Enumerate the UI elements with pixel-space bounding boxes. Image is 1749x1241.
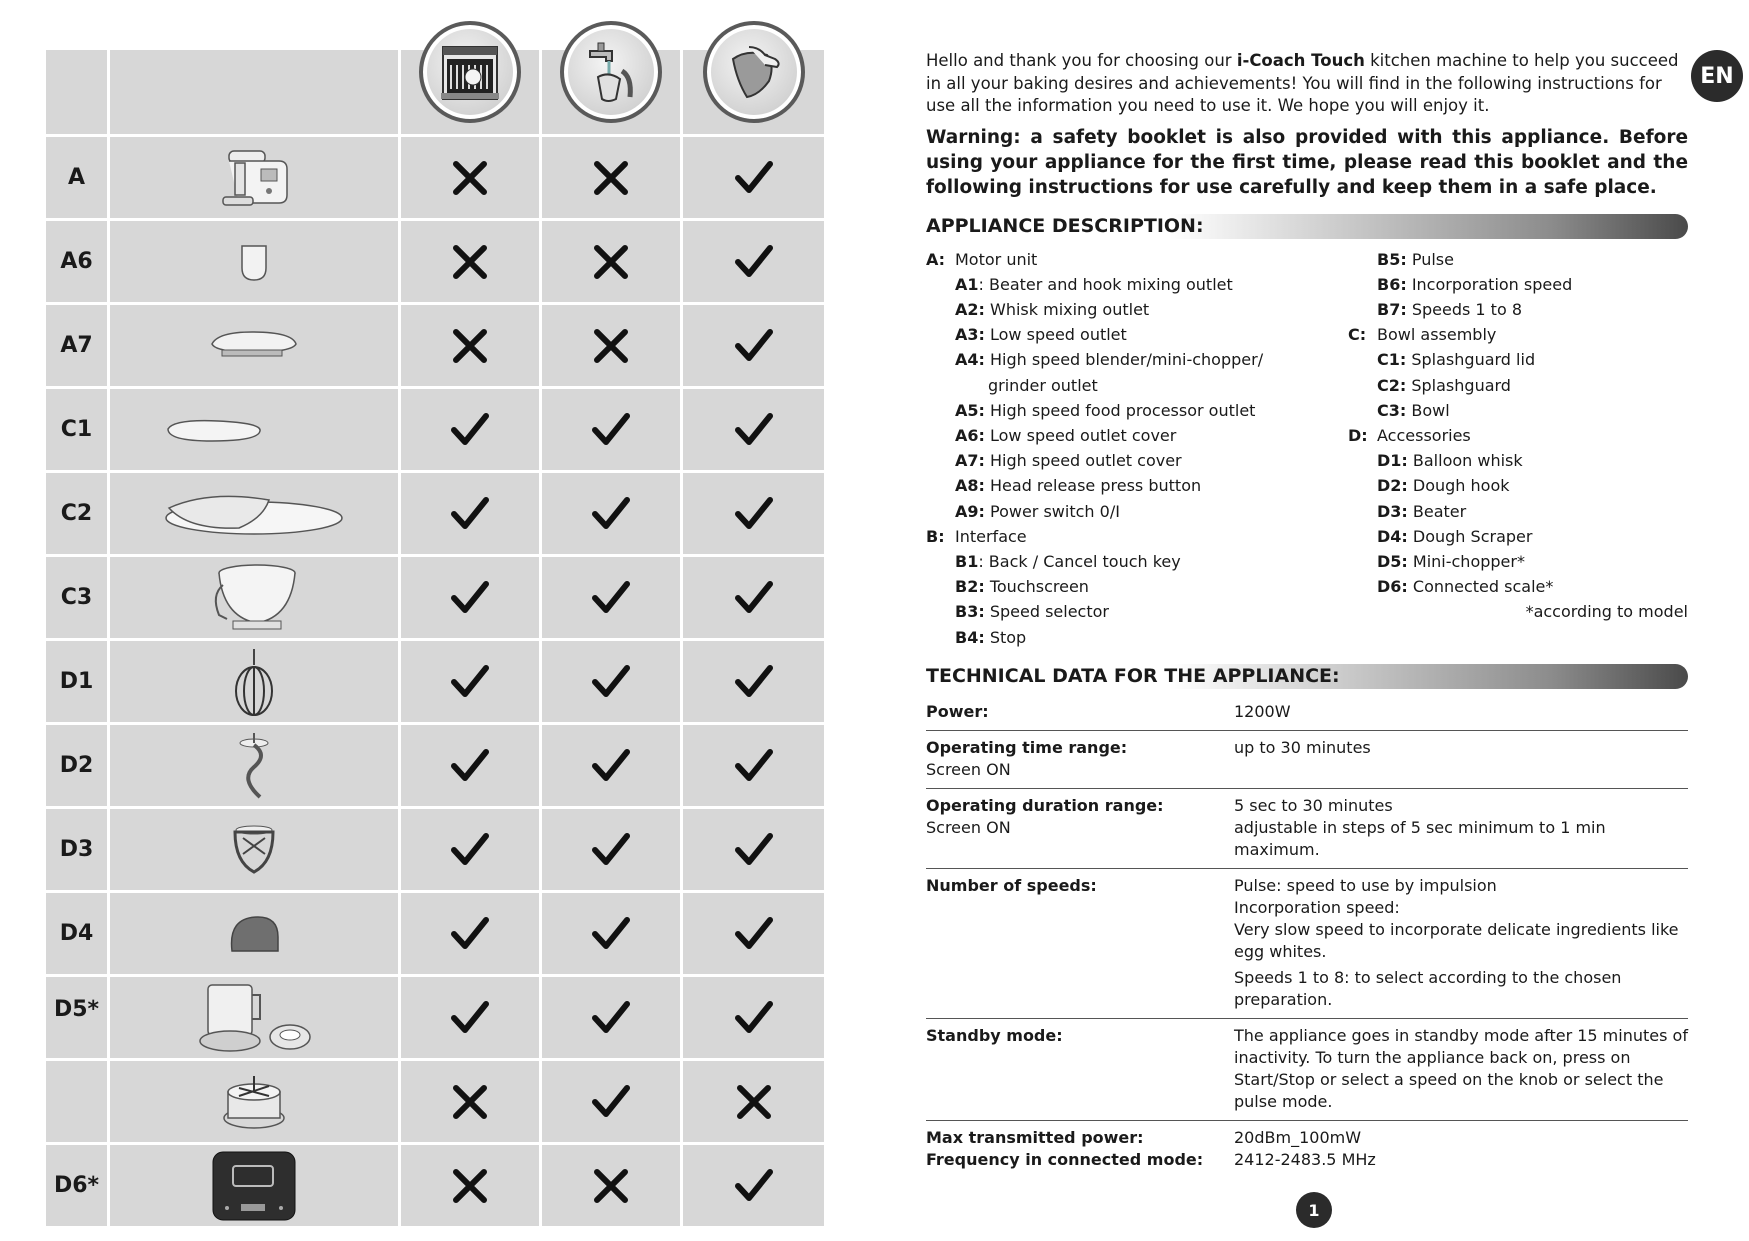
description-item: [926, 347, 1348, 372]
tech-value: [1234, 701, 1688, 723]
appliance-description-list: [926, 247, 1688, 650]
item-label: Balloon whisk: [1407, 451, 1523, 471]
tech-label: [926, 1127, 1234, 1171]
tap-cross-mark: [542, 221, 683, 302]
item-code: A3:: [955, 325, 985, 345]
table-row: [46, 305, 825, 389]
item-code: D1:: [1377, 451, 1408, 471]
brand-name: i-Coach Touch: [1236, 51, 1365, 70]
tech-value: [1234, 737, 1688, 781]
row-code: A: [46, 137, 110, 218]
table-header-row: [46, 50, 825, 137]
description-item: [926, 247, 1348, 272]
mini-chopper-blade-image: [110, 1061, 401, 1142]
description-item: [1348, 247, 1688, 272]
tech-row: [926, 789, 1688, 869]
tap-cross-mark: [542, 305, 683, 386]
language-badge: EN: [1691, 50, 1743, 102]
tap-check-mark: [542, 641, 683, 722]
table-row: [46, 1061, 825, 1145]
wipe-check-mark: [683, 1145, 824, 1226]
value-text: Speeds 1 to 8: to select according to the chosen preparation.: [1234, 967, 1622, 1009]
item-code: D5:: [1377, 551, 1408, 571]
description-item: [1348, 322, 1688, 347]
item-code: C3:: [1377, 400, 1407, 420]
tech-label: [926, 795, 1234, 861]
wipe-check-mark: [683, 389, 824, 470]
item-code: A6:: [955, 425, 985, 445]
table-row: [46, 641, 825, 725]
item-code: B4:: [955, 627, 985, 647]
row-code: C3: [46, 557, 110, 638]
dishwasher-cross-mark: [401, 305, 542, 386]
description-item: [1348, 373, 1688, 398]
item-label: Splashguard lid: [1406, 350, 1536, 370]
item-label: Power switch 0/I: [984, 501, 1120, 521]
description-item: [926, 473, 1348, 498]
item-label: Incorporation speed: [1406, 274, 1573, 294]
table-row: [46, 389, 825, 473]
dishwasher-check-mark: [401, 809, 542, 890]
tech-row: [926, 1019, 1688, 1121]
value-text: Pulse: speed to use by impulsion: [1234, 875, 1497, 895]
item-code: C1:: [1377, 350, 1407, 370]
tech-label: [926, 701, 1234, 723]
wipe-check-mark: [683, 557, 824, 638]
table-row: [46, 221, 825, 305]
technical-data-heading: TECHNICAL DATA FOR THE APPLIANCE:: [926, 664, 1688, 689]
item-code: A5:: [955, 400, 985, 420]
header-hand-wipe: [683, 50, 824, 134]
dishwasher-cross-mark: [401, 1061, 542, 1142]
tap-check-mark: [542, 473, 683, 554]
value-text: The appliance goes in standby mode after 15 minutes of inactivity. To turn the appliance back on, press on Start/Stop or select a speed on the knob or select the pulse mode.: [1234, 1025, 1688, 1111]
item-label: Speed selector: [984, 602, 1109, 622]
item-label: Motor unit: [955, 249, 1038, 269]
row-code: D4: [46, 893, 110, 974]
row-code: D1: [46, 641, 110, 722]
description-item: [926, 297, 1348, 322]
item-code: D2:: [1377, 476, 1408, 496]
label-text: [926, 795, 1234, 817]
label-text: [926, 1025, 1234, 1047]
wipe-cross-mark: [683, 1061, 824, 1142]
description-item: [1348, 473, 1688, 498]
tap-check-mark: [542, 557, 683, 638]
row-code: D2: [46, 725, 110, 806]
item-label: Bowl assembly: [1377, 325, 1497, 345]
description-item: [1348, 297, 1688, 322]
intro-text-start: Hello and thank you for choosing our: [926, 51, 1237, 70]
wipe-check-mark: [683, 221, 824, 302]
value-text: 2412-2483.5 MHz: [1234, 1149, 1376, 1169]
item-code: D3:: [1377, 501, 1408, 521]
label-bold: Max transmitted power:: [926, 1127, 1144, 1147]
page-number: 1: [1296, 1192, 1332, 1228]
item-label: Dough hook: [1407, 476, 1510, 496]
description-item: [1348, 398, 1688, 423]
tech-value: [1234, 1127, 1688, 1171]
description-item: [926, 524, 1348, 549]
description-item: [926, 448, 1348, 473]
description-item: [1348, 347, 1688, 372]
item-code: B6:: [1377, 274, 1407, 294]
table-row: [46, 557, 825, 641]
tech-row: [926, 695, 1688, 731]
dough-hook-image: [110, 725, 401, 806]
wipe-check-mark: [683, 725, 824, 806]
intro-text-end: kitchen machine to help you succeed in all your baking desires and achievements! You will find in the following instructions for use all the information you need to use it. We hope you will enjoy it.: [926, 51, 1679, 115]
item-label: Connected scale*: [1407, 577, 1554, 597]
description-item: [926, 423, 1348, 448]
tech-label: [926, 737, 1234, 781]
description-item: [1348, 599, 1688, 624]
description-item: [1348, 448, 1688, 473]
value-text: Very slow speed to incorporate delicate ingredients like egg whites.: [1234, 919, 1679, 961]
dishwasher-check-mark: [401, 725, 542, 806]
item-label: Mini-chopper*: [1407, 551, 1525, 571]
low-speed-cover-image: [110, 221, 401, 302]
appliance-description-heading: APPLIANCE DESCRIPTION:: [926, 214, 1688, 239]
label-bold: Operating time range:: [926, 737, 1128, 757]
table-row: [46, 137, 825, 221]
item-label: Head release press button: [984, 476, 1202, 496]
tap-check-mark: [542, 725, 683, 806]
item-label: Stop: [984, 627, 1027, 647]
label-subtext: Screen ON: [926, 759, 1011, 779]
item-code: A7:: [955, 451, 985, 471]
dough-scraper-image: [110, 893, 401, 974]
row-code: D6*: [46, 1145, 110, 1226]
table-row: [46, 977, 825, 1061]
item-label: Accessories: [1377, 425, 1471, 445]
beater-image: [110, 809, 401, 890]
motor-unit-image: [110, 137, 401, 218]
value-text: 1200W: [1234, 701, 1291, 721]
header-empty-code: [46, 50, 110, 134]
wipe-check-mark: [683, 893, 824, 974]
wipe-check-mark: [683, 977, 824, 1058]
technical-data-table: [926, 695, 1688, 1178]
item-code: C2:: [1377, 375, 1407, 395]
value-text: adjustable in steps of 5 sec minimum to 1 min maximum.: [1234, 817, 1606, 859]
connected-scale-image: [110, 1145, 401, 1226]
description-item: [926, 373, 1348, 398]
item-code: A2:: [955, 299, 985, 319]
item-code: B1: [955, 551, 979, 571]
wipe-check-mark: [683, 137, 824, 218]
dishwasher-icon: [419, 21, 521, 123]
dishwasher-check-mark: [401, 977, 542, 1058]
description-item: [926, 549, 1348, 574]
dishwasher-cross-mark: [401, 137, 542, 218]
item-label: Touchscreen: [984, 577, 1089, 597]
dishwasher-check-mark: [401, 557, 542, 638]
item-label: *according to model: [1525, 602, 1688, 622]
value-text: 20dBm_100mW: [1234, 1127, 1362, 1147]
dishwasher-check-mark: [401, 641, 542, 722]
row-code: D3: [46, 809, 110, 890]
description-column-2: [1348, 247, 1688, 650]
wipe-check-mark: [683, 641, 824, 722]
label-text: [926, 1149, 1234, 1171]
item-label: grinder outlet: [988, 375, 1098, 395]
row-code: A7: [46, 305, 110, 386]
label-subtext: Screen ON: [926, 817, 1011, 837]
label-text: [926, 1127, 1234, 1149]
tap-check-mark: [542, 809, 683, 890]
balloon-whisk-image: [110, 641, 401, 722]
header-dishwasher: [401, 50, 542, 134]
value-text: 5 sec to 30 minutes: [1234, 795, 1393, 815]
row-code: C1: [46, 389, 110, 470]
label-text: [926, 701, 1234, 723]
cleaning-compatibility-table: [46, 50, 825, 1229]
row-code: C2: [46, 473, 110, 554]
tap-check-mark: [542, 893, 683, 974]
label-bold: Power:: [926, 701, 989, 721]
tech-row: [926, 1121, 1688, 1178]
label-text: [926, 875, 1234, 897]
tech-value: [1234, 875, 1688, 1011]
item-code: C:: [1348, 325, 1367, 345]
description-item: [926, 499, 1348, 524]
item-code: A9:: [955, 501, 985, 521]
table-row: [46, 725, 825, 809]
tech-label: [926, 875, 1234, 1011]
item-code: A1: [955, 274, 979, 294]
item-label: Low speed outlet: [984, 325, 1127, 345]
description-item: [1348, 423, 1688, 448]
item-label: Pulse: [1406, 249, 1454, 269]
label-bold: Frequency in connected mode:: [926, 1149, 1204, 1169]
item-label: : Beater and hook mixing outlet: [978, 274, 1233, 294]
safety-warning: Warning: a safety booklet is also provided with this appliance. Before using your appliance for the first time, please read this booklet and the following instructions for use carefully and keep them in a safe place.: [926, 126, 1688, 198]
item-code: A:: [926, 249, 946, 269]
tap-check-mark: [542, 389, 683, 470]
tap-check-mark: [542, 1061, 683, 1142]
row-code: D5*: [46, 977, 110, 1058]
tech-row: [926, 731, 1688, 789]
tech-row: [926, 869, 1688, 1019]
item-label: High speed blender/mini-chopper/: [984, 350, 1264, 370]
description-item: [1348, 574, 1688, 599]
item-label: Low speed outlet cover: [984, 425, 1177, 445]
dishwasher-check-mark: [401, 893, 542, 974]
wipe-check-mark: [683, 809, 824, 890]
label-bold: Number of speeds:: [926, 875, 1097, 895]
description-item: [926, 574, 1348, 599]
row-code: A6: [46, 221, 110, 302]
item-label: : Back / Cancel touch key: [978, 551, 1181, 571]
item-label: Bowl: [1406, 400, 1450, 420]
wipe-check-mark: [683, 305, 824, 386]
item-label: Splashguard: [1406, 375, 1511, 395]
description-column-1: [926, 247, 1348, 650]
description-item: [926, 272, 1348, 297]
label-bold: Standby mode:: [926, 1025, 1063, 1045]
item-label: Speeds 1 to 8: [1406, 299, 1522, 319]
label-text: [926, 737, 1234, 759]
description-item: [926, 625, 1348, 650]
item-label: Whisk mixing outlet: [984, 299, 1150, 319]
tap-cross-mark: [542, 1145, 683, 1226]
value-text: up to 30 minutes: [1234, 737, 1371, 757]
description-item: [926, 322, 1348, 347]
tech-label: [926, 1025, 1234, 1113]
dishwasher-cross-mark: [401, 221, 542, 302]
splashguard-lid-image: [110, 389, 401, 470]
header-empty-image: [110, 50, 401, 134]
tech-value: [1234, 1025, 1688, 1113]
item-label: Beater: [1407, 501, 1467, 521]
item-label: High speed outlet cover: [984, 451, 1182, 471]
item-label: Interface: [955, 526, 1027, 546]
item-code: D:: [1348, 425, 1368, 445]
description-item: [1348, 549, 1688, 574]
table-row: [46, 809, 825, 893]
tap-cross-mark: [542, 137, 683, 218]
table-row: [46, 893, 825, 977]
wipe-check-mark: [683, 473, 824, 554]
dishwasher-cross-mark: [401, 1145, 542, 1226]
table-row: [46, 1145, 825, 1229]
label-bold: Operating duration range:: [926, 795, 1164, 815]
splashguard-image: [110, 473, 401, 554]
bowl-image: [110, 557, 401, 638]
header-tap-rinse: [542, 50, 683, 134]
hand-cloth-wipe-icon: [703, 21, 805, 123]
intro-paragraph: [926, 50, 1688, 118]
item-code: B:: [926, 526, 945, 546]
tap-check-mark: [542, 977, 683, 1058]
high-speed-cover-image: [110, 305, 401, 386]
dishwasher-check-mark: [401, 389, 542, 470]
item-code: B7:: [1377, 299, 1407, 319]
description-item: [1348, 499, 1688, 524]
mini-chopper-image: [110, 977, 401, 1058]
tap-rinse-icon: [560, 21, 662, 123]
description-item: [1348, 272, 1688, 297]
item-label: High speed food processor outlet: [984, 400, 1256, 420]
dishwasher-check-mark: [401, 473, 542, 554]
item-code: B5:: [1377, 249, 1407, 269]
item-code: B2:: [955, 577, 985, 597]
table-row: [46, 473, 825, 557]
description-item: [926, 599, 1348, 624]
row-code: [46, 1061, 110, 1142]
item-code: A4:: [955, 350, 985, 370]
item-code: D4:: [1377, 526, 1408, 546]
instructions-page: [926, 50, 1688, 1178]
item-label: Dough Scraper: [1407, 526, 1533, 546]
description-item: [1348, 524, 1688, 549]
value-text: Incorporation speed:: [1234, 897, 1400, 917]
item-code: A8:: [955, 476, 985, 496]
tech-value: [1234, 795, 1688, 861]
item-code: B3:: [955, 602, 985, 622]
description-item: [926, 398, 1348, 423]
item-code: D6:: [1377, 577, 1408, 597]
